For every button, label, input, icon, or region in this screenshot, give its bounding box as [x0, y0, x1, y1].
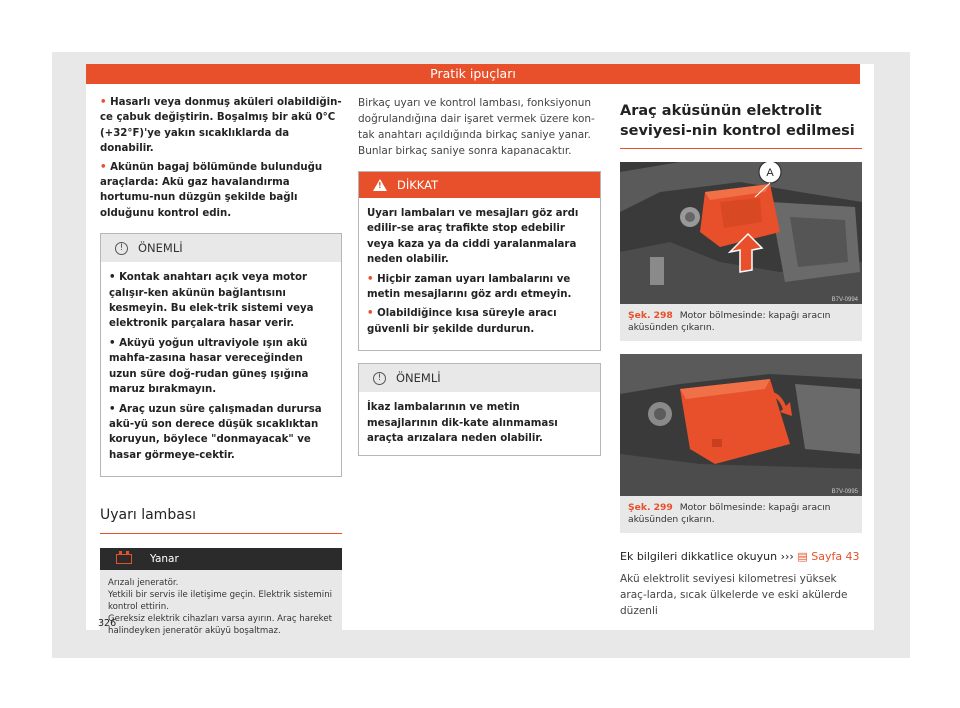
notice-body [101, 262, 341, 476]
figure-code: B7V-0995 [831, 489, 858, 495]
body-paragraph: Akü elektrolit seviyesi kilometresi yüksek araç-larda, sıcak ülkelerde ve eski akülerde düzenli [620, 573, 848, 617]
notice-text: İkaz lambalarının ve metin mesajlarının dik-kate alınmaması araçta arızalara neden olabilir. [367, 402, 558, 445]
section-title: Uyarı lambası [100, 507, 342, 534]
indicator-header [100, 548, 342, 570]
figure-ref: Şek. 298 [628, 310, 673, 321]
figure-code: B7V-0994 [831, 297, 858, 303]
figure-caption [620, 496, 862, 533]
engine-bay-illustration [620, 162, 862, 304]
notice-box [358, 363, 601, 456]
book-icon: ▤ [797, 550, 808, 563]
notice-bullet: • Kontak anahtarı açık veya motor çalışır-ken akünün bağlantısını kesmeyin. Bu elek-trik sistemi veya elektronik parçalara hasar verir. [109, 272, 314, 330]
caution-lead: Uyarı lambaları ve mesajları göz ardı edilir-se araç trafikte stop edebilir veya kaza ya da ciddi yaralanmalara neden olabilir. [367, 208, 579, 266]
figure-caption-text: Motor bölmesinde: kapağı aracın aküsünden çıkarın. [628, 310, 831, 333]
caution-bullet: • Olabildiğince kısa süreyle aracı güvenli bir şekilde durdurun. [367, 308, 557, 335]
notice-body [359, 392, 600, 455]
info-icon: ! [115, 242, 128, 255]
caution-title: DİKKAT [397, 178, 439, 192]
column-left [100, 95, 342, 645]
info-icon: ! [373, 372, 386, 385]
indicator-line: Arızalı jeneratör. [108, 578, 179, 589]
indicator-line: Yetkili bir servis ile iletişime geçin. Elektrik sistemini kontrol ettirin. [108, 590, 333, 613]
notice-bullet: • Aküyü yoğun ultraviyole ışın akü mahfa-zasına hasar vereceğinden uzun süre doğ-rudan güneş ışığına maruz bırakmayın. [109, 337, 309, 396]
figure-298 [620, 162, 862, 341]
indicator-body [100, 570, 342, 645]
extra-info: Ek bilgileri dikkatlice okuyun ››› ▤ Sayfa 43 [620, 550, 860, 563]
engine-bay-illustration [620, 354, 862, 496]
figure-label-a: A [766, 167, 774, 179]
caution-header [359, 172, 600, 198]
page-number: 326 [98, 618, 117, 629]
notice-title: ÖNEMLİ [138, 241, 183, 256]
page-link[interactable]: Sayfa 43 [811, 550, 860, 563]
warning-triangle-icon: ! [373, 179, 387, 191]
notice-header [359, 364, 600, 392]
caution-body [359, 198, 600, 350]
caution-box [358, 171, 601, 351]
figure-caption-text: Motor bölmesinde: kapağı aracın aküsünden çıkarın. [628, 502, 831, 525]
figure-299 [620, 354, 862, 533]
caution-bullet: • Hiçbir zaman uyarı lambalarını ve metin mesajlarını göz ardı etmeyin. [367, 273, 572, 301]
column-right [620, 95, 862, 619]
notice-title: ÖNEMLİ [396, 371, 441, 386]
notice-box [100, 233, 342, 477]
indicator-line: Gereksiz elektrik cihazları varsa ayırın. Araç hareket halindeyken jeneratör aküyü boşaltmaz. [108, 614, 332, 637]
figure-ref: Şek. 299 [628, 502, 673, 513]
page-header: Pratik ipuçları [86, 64, 860, 84]
intro-paragraph: Birkaç uyarı ve kontrol lambası, fonksiyonun doğrulandığına dair işaret vermek üzere kon-tak anahtarı açıldığında birkaç saniye yanar. Bunlar birkaç saniye sonra kapanacaktır. [358, 97, 595, 157]
notice-bullet: • Araç uzun süre çalışmadan durursa akü-yü son derece düşük sıcaklıktan koruyun, böylece "donmayacak" ve hasar görmeye-cektir. [109, 403, 322, 461]
battery-icon [116, 554, 132, 564]
bullet-paragraph: • Akünün bagaj bölümünde bulunduğu araçlarda: Akü gaz havalandırma hortumu-nun düzgün şekilde bağlı olduğunu kontrol edin. [100, 161, 323, 219]
notice-header [101, 234, 341, 262]
figure-caption [620, 304, 862, 341]
column-middle [358, 95, 601, 456]
indicator-status: Yanar [150, 553, 179, 566]
section-heading: Araç aküsünün elektrolit seviyesi-nin kontrol edilmesi [620, 101, 862, 149]
bullet-paragraph: • Hasarlı veya donmuş aküleri olabildiğin-ce çabuk değiştirin. Boşalmış bir akü 0°C (+32°F)'ye yakın sıcaklıklarda da donabilir. [100, 97, 342, 155]
